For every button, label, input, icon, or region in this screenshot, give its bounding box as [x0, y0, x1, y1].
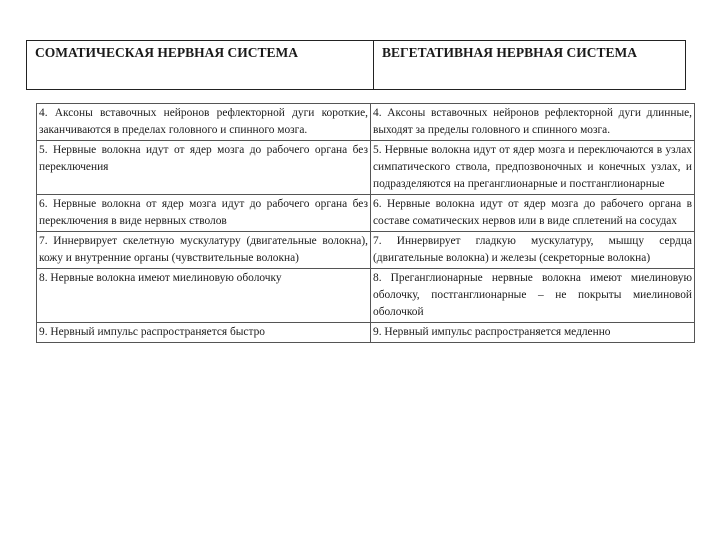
somatic-header: СОМАТИЧЕСКАЯ НЕРВНАЯ СИСТЕМА — [27, 41, 374, 90]
table-row — [37, 232, 695, 269]
vegetative-cell: 8. Преганглионарные нервные волокна имеют миелиновую оболочку, постганглионарные – не покрыты миелиновой оболочкой — [371, 269, 695, 323]
somatic-cell: 9. Нервный импульс распространяется быстро — [37, 323, 371, 343]
vegetative-cell: 5. Нервные волокна идут от ядер мозга и переключаются в узлах симпатического ствола, предпозвоночных и конечных узлах, и подразделяются на преганглионарные и постганглионарные — [371, 141, 695, 195]
somatic-cell: 7. Иннервирует скелетную мускулатуру (двигательные волокна), кожу и внутренние органы (чувствительные волокна) — [37, 232, 371, 269]
comparison-table — [36, 103, 695, 343]
somatic-cell: 6. Нервные волокна от ядер мозга идут до рабочего органа без переключения в виде нервных стволов — [37, 195, 371, 232]
table-row — [37, 104, 695, 141]
vegetative-cell: 7. Иннервирует гладкую мускулатуру, мышцу сердца (двигательные волокна) и железы (секреторные волокна) — [371, 232, 695, 269]
vegetative-header: ВЕГЕТАТИВНАЯ НЕРВНАЯ СИСТЕМА — [374, 41, 686, 90]
header-row — [27, 41, 686, 90]
table-row — [37, 269, 695, 323]
table-row — [37, 141, 695, 195]
vegetative-cell: 6. Нервные волокна идут от ядер мозга до рабочего органа в составе соматических нервов или в виде сплетений на сосудах — [371, 195, 695, 232]
vegetative-cell: 4. Аксоны вставочных нейронов рефлекторной дуги длинные, выходят за пределы головного и спинного мозга. — [371, 104, 695, 141]
table-row — [37, 195, 695, 232]
somatic-cell: 5. Нервные волокна идут от ядер мозга до рабочего органа без переключения — [37, 141, 371, 195]
header-table — [26, 40, 686, 90]
somatic-cell: 4. Аксоны вставочных нейронов рефлекторной дуги короткие, заканчиваются в пределах головного и спинного мозга. — [37, 104, 371, 141]
vegetative-cell: 9. Нервный импульс распространяется медленно — [371, 323, 695, 343]
table-row — [37, 323, 695, 343]
somatic-cell: 8. Нервные волокна имеют миелиновую оболочку — [37, 269, 371, 323]
